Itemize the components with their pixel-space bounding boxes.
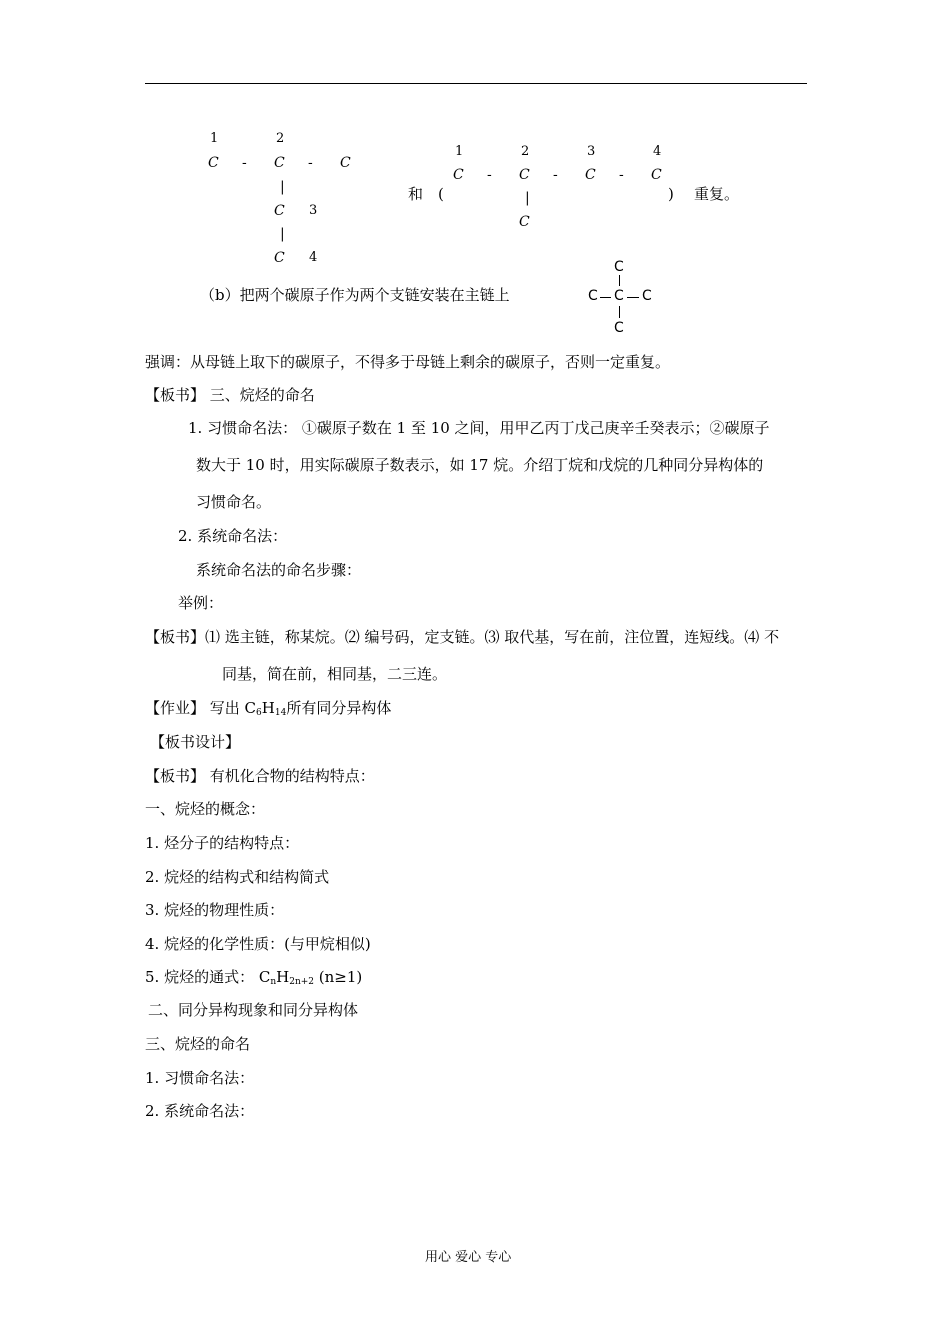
- outline-item-4: 4. 烷烃的化学性质：(与甲烷相似): [145, 935, 371, 953]
- locant-2: 2: [521, 144, 530, 159]
- homework-rest: 所有同分异构体: [286, 699, 392, 717]
- conjunction-text: 和: [408, 185, 424, 203]
- general-formula-h: H: [276, 968, 290, 986]
- board-naming-rules-line1: 【板书】⑴ 选主链，称某烷。⑵ 编号码，定支链。⑶ 取代基，写在前，注位置，连短线。⑷ 不: [145, 628, 780, 646]
- carbon-atom: C: [614, 288, 624, 304]
- systematic-naming-steps: 系统命名法的命名步骤：: [196, 561, 362, 579]
- bond-dash: -: [553, 167, 558, 183]
- formula-h: H: [261, 699, 275, 717]
- locant-3: 3: [587, 144, 596, 159]
- carbon-atom: C: [274, 250, 285, 266]
- locant-3: 3: [309, 203, 318, 218]
- bond-bar: |: [280, 179, 285, 195]
- repeat-text: 重复。: [694, 185, 740, 203]
- carbon-atom: C: [614, 259, 624, 275]
- carbon-atom: C: [585, 167, 596, 183]
- bond-dash: -: [242, 155, 247, 171]
- bond-line: [619, 275, 620, 286]
- carbon-atom: C: [588, 288, 598, 304]
- bond-dash: -: [308, 155, 313, 171]
- board-structure-features: 【板书】 有机化合物的结构特点：: [145, 767, 375, 785]
- board-design-heading: 【板书设计】: [150, 733, 241, 751]
- bond-bar: |: [280, 226, 285, 242]
- bond-line: [627, 297, 639, 298]
- outline-item-1: 1. 烃分子的结构特点：: [145, 834, 300, 852]
- general-formula-condition: (n≥1): [314, 968, 363, 986]
- carbon-atom: C: [274, 155, 285, 171]
- common-naming-line3: 习惯命名。: [196, 493, 272, 511]
- homework-label: 【作业】 写出: [145, 699, 245, 717]
- outline-item-2: 2. 烷烃的结构式和结构简式: [145, 868, 330, 886]
- homework-text: [145, 699, 391, 717]
- outline-naming-1: 1. 习惯命名法：: [145, 1069, 255, 1087]
- general-formula-sub-2n2: 2n+2: [289, 977, 315, 987]
- carbon-atom: C: [274, 203, 285, 219]
- locant-1: 1: [455, 144, 464, 159]
- close-paren: ): [668, 185, 674, 203]
- general-formula-label: 5. 烷烃的通式： C: [145, 968, 271, 986]
- outline-section-2: 二、同分异构现象和同分异构体: [148, 1001, 359, 1019]
- example-label: 举例：: [178, 594, 224, 612]
- carbon-atom: C: [642, 288, 652, 304]
- outline-item-3: 3. 烷烃的物理性质：: [145, 901, 285, 919]
- carbon-atom: C: [208, 155, 219, 171]
- bond-dash: -: [487, 167, 492, 183]
- bond-dash: -: [619, 167, 624, 183]
- locant-4: 4: [653, 144, 662, 159]
- bond-line: [600, 297, 611, 298]
- page-footer: 用心 爱心 专心: [425, 1250, 512, 1265]
- carbon-atom: C: [519, 214, 530, 230]
- formula-c-sub: 6: [256, 708, 262, 718]
- carbon-atom: C: [651, 167, 662, 183]
- common-naming-line2: 数大于 10 时，用实际碳原子数表示，如 17 烷。介绍丁烷和戊烷的几种同分异构体的: [196, 456, 764, 474]
- board-alkane-naming: 【板书】 三、烷烃的命名: [145, 386, 315, 404]
- outline-item-5: [145, 968, 362, 986]
- carbon-atom: C: [614, 320, 624, 336]
- common-naming-line1: 1. 习惯命名法： ①碳原子数在 1 至 10 之间，用甲乙丙丁戊己庚辛壬癸表示；②碳原子: [188, 419, 770, 437]
- formula-h-sub: 14: [274, 708, 287, 718]
- bond-line: [619, 306, 620, 318]
- bond-bar: |: [525, 190, 530, 206]
- locant-2: 2: [276, 131, 285, 146]
- emphasis-text: 强调：从母链上取下的碳原子，不得多于母链上剩余的碳原子，否则一定重复。: [145, 353, 671, 371]
- board-naming-rules-line2: 同基，简在前，相同基，二三连。: [222, 665, 448, 683]
- outline-naming-2: 2. 系统命名法：: [145, 1102, 255, 1120]
- systematic-naming-heading: 2. 系统命名法：: [178, 527, 288, 545]
- carbon-atom: C: [340, 155, 351, 171]
- general-formula-sub-n: n: [270, 977, 277, 987]
- header-rule: [145, 83, 807, 84]
- outline-section-1: 一、烷烃的概念：: [145, 800, 266, 818]
- formula-c: C: [244, 699, 257, 717]
- method-b-text: （b）把两个碳原子作为两个支链安装在主链上: [200, 286, 510, 304]
- locant-4: 4: [309, 250, 318, 265]
- open-paren: (: [438, 185, 444, 203]
- outline-section-3: 三、烷烃的命名: [145, 1035, 251, 1053]
- locant-1: 1: [210, 131, 219, 146]
- carbon-atom: C: [519, 167, 530, 183]
- carbon-atom: C: [453, 167, 464, 183]
